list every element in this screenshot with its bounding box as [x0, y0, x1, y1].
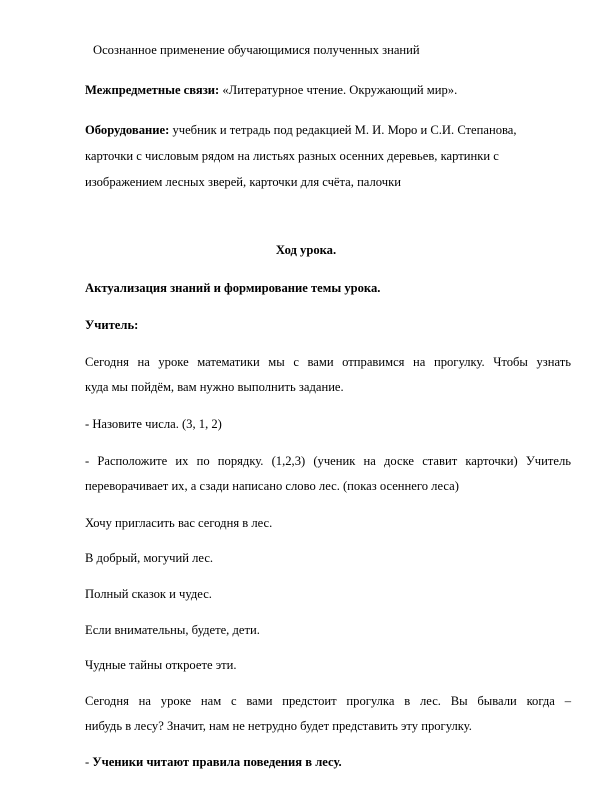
poem-line-1: Хочу пригласить вас сегодня в лес. [85, 516, 273, 530]
equipment-line-2: карточки с числовым рядом на листьях разных осенних деревьев, картинки с [85, 149, 499, 163]
equipment-text-1: учебник и тетрадь под редакцией М. И. Моро и С.И. Степанова, [169, 123, 517, 137]
poem-line-5: Чудные тайны откроете эти. [85, 658, 237, 672]
paragraph-2-line-1: Сегодня на уроке нам с вами предстоит прогулка в лес. Вы бывали когда – [85, 694, 571, 708]
students-rule-text: Ученики читают правила поведения в лесу. [92, 755, 342, 769]
interdisciplinary-text: «Литературное чтение. Окружающий мир». [219, 83, 458, 97]
paragraph-1-line-2: куда мы пойдём, вам нужно выполнить задание. [85, 380, 344, 394]
poem-line-4: Если внимательны, будете, дети. [85, 623, 260, 637]
teacher-label: Учитель: [85, 318, 139, 332]
equipment-line-1 [85, 122, 571, 138]
lesson-title: Ход урока. [275, 243, 337, 257]
paragraph-1-line-1: Сегодня на уроке математики мы с вами отправимся на прогулку. Чтобы узнать [85, 355, 571, 369]
task-2-line-2: переворачивает их, а сзади написано слово лес. (показ осеннего леса) [85, 479, 459, 493]
students-prefix: - [85, 755, 93, 769]
interdisciplinary-label: Межпредметные связи: [85, 83, 220, 97]
equipment-line-3: изображением лесных зверей, карточки для счёта, палочки [85, 175, 401, 189]
task-1: - Назовите числа. (3, 1, 2) [85, 417, 222, 431]
intro-line: Осознанное применение обучающимися полученных знаний [93, 43, 420, 57]
students-instruction [85, 754, 571, 770]
task-2-line-1: - Расположите их по порядку. (1,2,3) (ученик на доске ставит карточки) Учитель [85, 454, 571, 468]
paragraph-2-line-2: нибудь в лесу? Значит, нам не нетрудно будет представить эту прогулку. [85, 719, 472, 733]
poem-line-3: Полный сказок и чудес. [85, 587, 212, 601]
interdisciplinary-links [85, 82, 571, 98]
poem-line-2: В добрый, могучий лес. [85, 551, 214, 565]
section-heading: Актуализация знаний и формирование темы урока. [85, 281, 381, 295]
equipment-label: Оборудование: [85, 123, 170, 137]
